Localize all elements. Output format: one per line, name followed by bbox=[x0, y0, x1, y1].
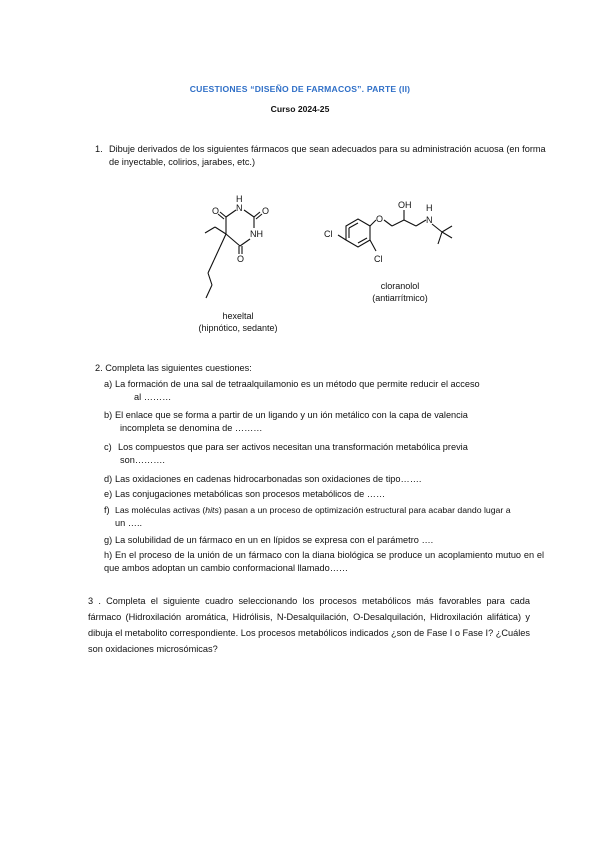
item-label: h) bbox=[104, 550, 113, 560]
item-text: Las conjugaciones metabólicas son procesos metabólicos de …… bbox=[115, 489, 386, 499]
item-label: b) bbox=[104, 410, 113, 420]
question-2-heading bbox=[95, 363, 252, 373]
cloranolol-caption bbox=[340, 280, 460, 304]
item-label: c) bbox=[104, 442, 112, 452]
hexeltal-atom-h-top: H bbox=[236, 194, 243, 204]
item-continuation: un ….. bbox=[115, 518, 143, 528]
question-2-item-g bbox=[104, 534, 544, 547]
question-1-text: Dibuje derivados de los siguientes fármacos que sean adecuados para su administración acuosa (en forma de inyectable, colirios, jarabes, etc.) bbox=[109, 144, 546, 167]
question-3-text: Completa el siguiente cuadro seleccionando los procesos metabólicos más favorables para cada fármaco (Hidroxilación aromática, Hidrólisis, N-Desalquilación, O-Desalquilación, Hidroxilación alifática) y dibuja el metabolito correspondiente. Los procesos metabólicos indicados ¿son de Fase I o Fase I? ¿Cuáles son oxidaciones microsómicas? bbox=[88, 596, 530, 654]
item-text-after: ) pasan a un proceso de optimización estructural para acabar dando lugar a bbox=[218, 505, 511, 515]
question-2-item-b bbox=[104, 409, 544, 435]
item-label: d) bbox=[104, 474, 113, 484]
item-text: En el proceso de la unión de un fármaco con la diana biológica se produce un acoplamiento mutuo en el que ambos adoptan un cambio conformacional llamado…… bbox=[104, 550, 544, 573]
item-label: g) bbox=[104, 535, 113, 545]
question-2-number: 2. bbox=[95, 363, 103, 373]
hexeltal-atom-nh-right: NH bbox=[250, 229, 263, 239]
item-continuation: incompleta se denomina de ……… bbox=[120, 423, 263, 433]
page-title: CUESTIONES “DISEÑO DE FARMACOS”. PARTE (II) bbox=[189, 84, 411, 94]
question-2-item-h bbox=[104, 549, 544, 575]
course-label: Curso 2024-25 bbox=[270, 104, 330, 114]
item-text: La solubilidad de un fármaco en un en lípidos se expresa con el parámetro …. bbox=[115, 535, 434, 545]
cloranolol-atom-n: N bbox=[426, 215, 433, 225]
cloranolol-atom-oh: OH bbox=[398, 200, 412, 210]
question-3-number: 3 . bbox=[88, 596, 101, 606]
hexeltal-name: hexeltal bbox=[222, 311, 254, 321]
cloranolol-atom-cl-left: Cl bbox=[324, 229, 333, 239]
item-continuation: son………. bbox=[120, 455, 165, 465]
item-label: f) bbox=[104, 505, 110, 515]
hexeltal-atom-o-left: O bbox=[212, 206, 220, 216]
hexeltal-description: (hipnótico, sedante) bbox=[198, 323, 278, 333]
hexeltal-atom-n-top: N bbox=[236, 203, 243, 213]
question-1-number: 1. bbox=[95, 144, 103, 154]
question-1 bbox=[95, 143, 555, 169]
item-text: La formación de una sal de tetraalquilamonio es un método que permite reducir el acceso bbox=[115, 379, 480, 389]
item-text-before: Las moléculas activas ( bbox=[115, 505, 206, 515]
question-2-item-e bbox=[104, 488, 544, 501]
hexeltal-atom-o-bottom: O bbox=[237, 254, 245, 264]
cloranolol-description: (antiarrítmico) bbox=[372, 293, 428, 303]
question-3 bbox=[88, 593, 530, 657]
cloranolol-atom-o: O bbox=[376, 214, 384, 224]
cloranolol-atom-cl-bottom: Cl bbox=[374, 254, 383, 264]
cloranolol-structure bbox=[318, 200, 468, 278]
item-text: Las oxidaciones en cadenas hidrocarbonadas son oxidaciones de tipo……. bbox=[115, 474, 422, 484]
hexeltal-caption bbox=[178, 310, 298, 334]
question-2-heading-text: Completa las siguientes cuestiones: bbox=[105, 363, 252, 373]
item-text: Los compuestos que para ser activos necesitan una transformación metabólica previa bbox=[118, 442, 468, 452]
item-text: El enlace que se forma a partir de un ligando y un ión metálico con la capa de valencia bbox=[115, 410, 468, 420]
cloranolol-name: cloranolol bbox=[380, 281, 420, 291]
hexeltal-atom-o-right: O bbox=[262, 206, 270, 216]
question-2-item-c bbox=[104, 441, 544, 467]
item-label: a) bbox=[104, 379, 113, 389]
question-2-item-f bbox=[104, 504, 544, 530]
item-text-italic: hits bbox=[205, 505, 219, 515]
question-2-item-d bbox=[104, 473, 544, 486]
hexeltal-structure bbox=[178, 190, 288, 310]
question-2-item-a bbox=[104, 378, 544, 404]
item-continuation: al ……… bbox=[134, 392, 172, 402]
item-label: e) bbox=[104, 489, 113, 499]
cloranolol-atom-h: H bbox=[426, 203, 433, 213]
item-text bbox=[115, 504, 544, 517]
